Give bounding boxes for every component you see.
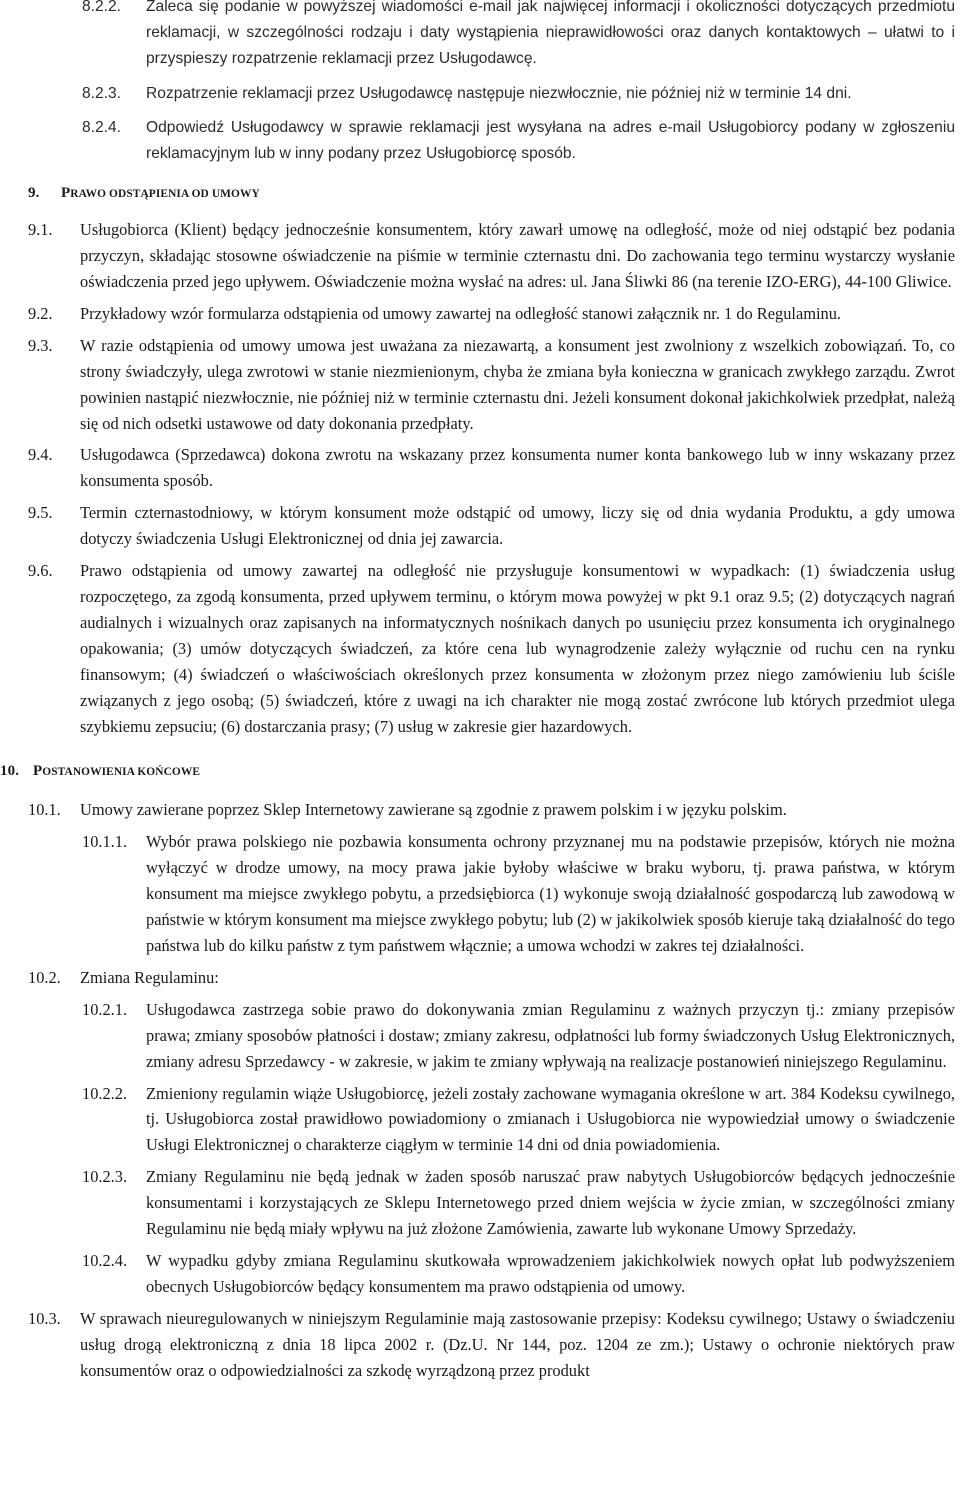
item-9-1 bbox=[28, 217, 955, 295]
item-text: Prawo odstąpienia od umowy zawartej na odległość nie przysługuje konsumentowi w wypadkach: (1) świadczenia usług rozpoczętego, za zgodą konsumenta, przed upływem terminu, o którym mowa powyżej w pkt 9.1 oraz 9.5; (2) dotyczących nagrań audialnych i wizualnych oraz zapisanych na informatycznych nośnikach danych po usunięciu przez konsumenta ich oryginalnego opakowania; (3) umów dotyczących świadczeń, za które cena lub wynagrodzenie zależy wyłącznie od ruchu cen na rynku finansowym; (4) świadczeń o właściwościach określonych przez konsumenta w złożonym przez niego zamówieniu lub ściśle związanych z jego osobą; (5) świadczeń, które z uwagi na ich charakter nie mogą zostać zwrócone lub których przedmiot ulega szybkiemu zepsuciu; (6) dostarczania prasy; (7) usług w zakresie gier hazardowych. bbox=[80, 561, 955, 736]
item-8-2-2 bbox=[82, 0, 955, 73]
item-10-1-1 bbox=[82, 829, 955, 959]
item-9-6 bbox=[28, 558, 955, 739]
item-9-3 bbox=[28, 333, 955, 437]
item-number: 10.2.4. bbox=[82, 1250, 128, 1270]
item-text: Przykładowy wzór formularza odstąpienia od umowy zawartej na odległość stanowi załącznik nr. 1 do Regulaminu. bbox=[80, 303, 842, 323]
item-10-2-3 bbox=[82, 1164, 955, 1242]
item-number: 9.5. bbox=[28, 503, 53, 523]
item-10-2-4 bbox=[82, 1248, 955, 1300]
item-number: 9.3. bbox=[28, 335, 53, 355]
item-number: 8.2.4. bbox=[82, 118, 122, 136]
item-number: 9.2. bbox=[28, 303, 53, 323]
item-9-5 bbox=[28, 500, 955, 552]
item-number: 10.1.1. bbox=[82, 832, 128, 852]
section-title: PRAWO ODSTĄPIENIA OD UMOWY bbox=[61, 185, 260, 202]
section-title: POSTANOWIENIA KOŃCOWE bbox=[33, 763, 201, 780]
item-text: W sprawach nieuregulowanych w niniejszym Regulaminie mają zastosowanie przepisy: Kodeksu cywilnego; Ustawy o świadczeniu usług drogą elektroniczną z dnia 18 lipca 2002 r. (Dz.U. Nr 144, poz. 1204 ze zm.); Ustawy o ochronie niektórych praw konsumentów oraz o odpowiedzialności za szkodę wyrządzoną przez produkt bbox=[80, 1308, 955, 1380]
item-text: Wybór prawa polskiego nie pozbawia konsumenta ochrony przyznanej mu na podstawie przepisów, których nie można wyłączyć w drodze umowy, na mocy prawa jakie byłoby właściwe w braku wyboru, tj. prawa państwa, w którym konsument ma miejsce zwykłego pobytu, a przedsiębiorca (1) wykonuje swoją działalność gospodarczą lub zawodową w państwie w którym konsument ma miejsce zwykłego pobytu; lub (2) w jakikolwiek sposób kieruje taką działalność do tego państwa lub do kilku państw z tym państwem włącznie; a umowa wchodzi w zakres tej działalności. bbox=[146, 832, 955, 955]
item-text: Usługodawca zastrzega sobie prawo do dokonywania zmian Regulaminu z ważnych przyczyn tj.: zmiany przepisów prawa; zmiany sposobów płatności i dostaw; zmiany zakresu, odpłatności lub formy świadczonych Usług Elektronicznych, zmiany adresu Sprzedawcy - w zakresie, w jakim te zmiany wpływają na realizacje postanowień niniejszego Regulaminu. bbox=[146, 999, 955, 1071]
item-number: 10.2. bbox=[28, 967, 61, 987]
item-9-2 bbox=[28, 301, 955, 327]
item-9-4 bbox=[28, 442, 955, 494]
item-text: Termin czternastodniowy, w którym konsument może odstąpić od umowy, liczy się od dnia wydania Produktu, a gdy umowa dotyczy świadczenia Usługi Elektronicznej od dnia jej zawarcia. bbox=[80, 503, 955, 549]
item-text: Usługobiorca (Klient) będący jednocześnie konsumentem, który zawarł umowę na odległość, może od niej odstąpić bez podania przyczyn, składając stosowne oświadczenie na piśmie w terminie czternastu dni. Do zachowania tego terminu wystarczy wysłanie oświadczenia przed jego upływem. Oświadczenie można wysłać na adres: ul. Jana Śliwki 86 (na terenie IZO-ERG), 44-100 Gliwice. bbox=[80, 220, 955, 292]
item-text: Umowy zawierane poprzez Sklep Internetowy zawierane są zgodnie z prawem polskim i w języku polskim. bbox=[80, 800, 787, 820]
item-number: 9.4. bbox=[28, 445, 53, 465]
item-number: 8.2.2. bbox=[82, 0, 122, 15]
section-10-heading bbox=[0, 759, 960, 783]
item-text: Zmiana Regulaminu: bbox=[80, 967, 219, 987]
item-10-3 bbox=[28, 1306, 955, 1384]
item-number: 10.2.2. bbox=[82, 1083, 128, 1103]
item-10-2-1 bbox=[82, 997, 955, 1075]
item-text: W razie odstąpienia od umowy umowa jest uważana za niezawartą, a konsument jest zwolniony z wszelkich zobowiązań. To, co strony świadczyły, ulega zwrotowi w stanie niezmienionym, chyba że zmiana była konieczna w granicach zwykłego zarządu. Zwrot powinien nastąpić niezwłocznie, nie później niż w terminie czternastu dni. Jeżeli konsument dokonał jakichkolwiek przedpłat, należą się od nich odsetki ustawowe od daty dokonania przedpłaty. bbox=[80, 335, 955, 433]
item-text: Zmieniony regulamin wiąże Usługobiorcę, jeżeli zostały zachowane wymagania określone w art. 384 Kodeksu cywilnego, tj. Usługobiorca został prawidłowo powiadomiony o zmianach i Usługobiorca nie wypowiedział umowy o świadczenie Usługi Elektronicznej o charakterze ciągłym w terminie 14 dni od dnia powiadomienia. bbox=[146, 1083, 955, 1155]
item-10-1 bbox=[28, 797, 955, 823]
item-number: 9.6. bbox=[28, 561, 53, 581]
item-number: 10.2.3. bbox=[82, 1167, 128, 1187]
item-number: 9.1. bbox=[28, 220, 53, 240]
item-10-2-2 bbox=[82, 1081, 955, 1159]
item-8-2-4 bbox=[82, 115, 955, 167]
section-9-heading bbox=[28, 181, 960, 205]
item-text: Odpowiedź Usługodawcy w sprawie reklamacji jest wysyłana na adres e-mail Usługobiorcy podany w zgłoszeniu reklamacyjnym lub w inny podany przez Usługobiorcę sposób. bbox=[146, 118, 955, 163]
section-number: 10. bbox=[0, 763, 20, 780]
item-number: 8.2.3. bbox=[82, 84, 122, 102]
item-text: Zmiany Regulaminu nie będą jednak w żaden sposób naruszać praw nabytych Usługobiorców będących jednocześnie konsumentami i korzystających ze Sklepu Internetowego przed dniem wejścia w życie zmian, w szczególności zmiany Regulaminu nie będą miały wpływu na już złożone Zamówienia, zawarte lub wykonane Umowy Sprzedaży. bbox=[146, 1167, 955, 1239]
item-10-2 bbox=[28, 965, 955, 991]
item-number: 10.1. bbox=[28, 800, 61, 820]
item-8-2-3 bbox=[82, 81, 955, 107]
item-text: W wypadku gdyby zmiana Regulaminu skutkowała wprowadzeniem jakichkolwiek nowych opłat lub podwyższeniem obecnych Usługobiorców będący konsumentem ma prawo odstąpienia od umowy. bbox=[146, 1250, 955, 1296]
item-text: Zaleca się podanie w powyższej wiadomości e-mail jak najwięcej informacji i okoliczności dotyczących przedmiotu reklamacji, w szczególności rodzaju i daty wystąpienia nieprawidłowości oraz danych kontaktowych – ułatwi to i przyspieszy rozpatrzenie reklamacji przez Usługodawcę. bbox=[146, 0, 955, 68]
item-number: 10.2.1. bbox=[82, 999, 128, 1019]
item-text: Usługodawca (Sprzedawca) dokona zwrotu na wskazany przez konsumenta numer konta bankowego lub w inny wskazany przez konsumenta sposób. bbox=[80, 445, 955, 491]
item-number: 10.3. bbox=[28, 1308, 61, 1328]
section-number: 9. bbox=[28, 185, 40, 202]
item-text: Rozpatrzenie reklamacji przez Usługodawcę następuje niezwłocznie, nie później niż w terminie 14 dni. bbox=[146, 84, 852, 102]
